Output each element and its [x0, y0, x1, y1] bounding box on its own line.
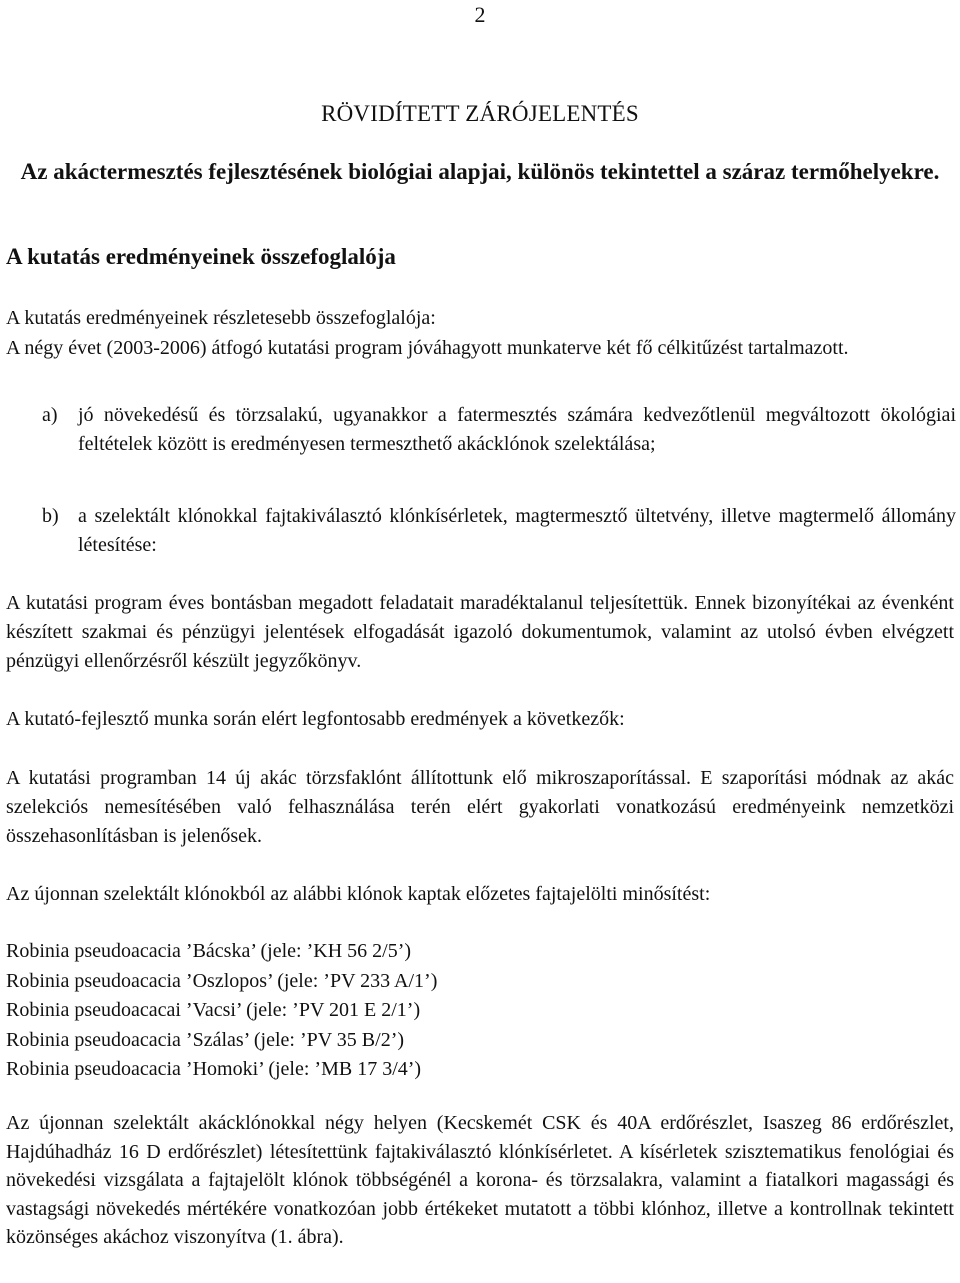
main-title: Az akáctermesztés fejlesztésének biológiai alapjai, különös tekintettel a száraz termőhelyekre. — [20, 159, 940, 184]
clone-list — [6, 937, 954, 1085]
intro-paragraph: A négy évet (2003-2006) átfogó kutatási program jóváhagyott munkaterve két fő célkitűzést tartalmazott. — [6, 337, 849, 359]
clone-item: Robinia pseudoacacai ’Vacsi’ (jele: ’PV 201 E 2/1’) — [6, 999, 421, 1021]
objective-a — [42, 401, 956, 459]
list-marker: b) — [42, 505, 59, 527]
clones-result-paragraph: A kutatási programban 14 új akác törzsfaklónt állítottunk elő mikroszaporítással. E szaporítási módnak az akác szelekciós nemesítésében való felhasználása terén elért gyakorlati vonatkozású eredményeink nemzetközi összehasonlításban is jelenősek. — [6, 767, 954, 847]
clone-item: Robinia pseudoacacia ’Szálas’ (jele: ’PV 35 B/2’) — [6, 1028, 405, 1051]
page-number: 2 — [474, 2, 486, 27]
objective-text: a szelektált klónokkal fajtakiválasztó klónkísérletek, magtermesztő ültetvény, illetve magtermelő állomány létesítése: — [78, 505, 956, 556]
clone-item: Robinia pseudoacacia ’Oszlopos’ (jele: ’PV 233 A/1’) — [6, 969, 438, 992]
clone-item: Robinia pseudoacacia ’Bácska’ (jele: ’KH 56 2/5’) — [6, 940, 412, 962]
list-marker: a) — [42, 404, 58, 426]
objective-text: jó növekedésű és törzsalakú, ugyanakkor a fatermesztés számára kedvezőtlenül megváltozott ökológiai feltételek között is eredményesen termeszthető akácklónok szelektálása; — [78, 404, 956, 455]
results-intro: A kutató-fejlesztő munka során elért legfontosabb eredmények a következők: — [6, 708, 625, 730]
detailed-summary-heading: A kutatás eredményeinek részletesebb összefoglalója: — [6, 307, 436, 329]
summary-heading: A kutatás eredményeinek összefoglalója — [6, 244, 396, 269]
qualification-intro: Az újonnan szelektált klónokból az alábbi klónok kaptak előzetes fajtajelölti minősítést: — [6, 883, 711, 905]
program-completion-paragraph: A kutatási program éves bontásban megadott feladatait maradéktalanul teljesítettük. Ennek bizonyítékai az évenként készített szakmai és pénzügyi jelentések elfogadását igazoló dokumentumok, valamint az utolsó évben elvégzett pénzügyi ellenőrzésről készült jegyzőkönyv. — [6, 592, 954, 672]
experiments-paragraph: Az újonnan szelektált akácklónokkal négy helyen (Kecskemét CSK és 40A erdőrészlet, Isaszeg 86 erdőrészlet, Hajdúhadház 16 D erdőrészlet) létesítettünk fajtakiválasztó klónkísérletet. A kísérletek szisztematikus fenológiai és növekedési vizsgálata a fajtajelölt klónok többségénél a korona- és törzsalakra, valamint a fiatalkori magassági és vastagsági növekedés mértékére vonatkozóan jobb értékeket mutatott a többi klónhoz, illetve a kontrollnak tekintett közönséges akáchoz viszonyítva (1. ábra). — [6, 1112, 954, 1248]
objective-b — [42, 502, 956, 560]
clone-item: Robinia pseudoacacia ’Homoki’ (jele: ’MB 17 3/4’) — [6, 1058, 422, 1080]
report-title: RÖVIDÍTETT ZÁRÓJELENTÉS — [321, 101, 639, 126]
